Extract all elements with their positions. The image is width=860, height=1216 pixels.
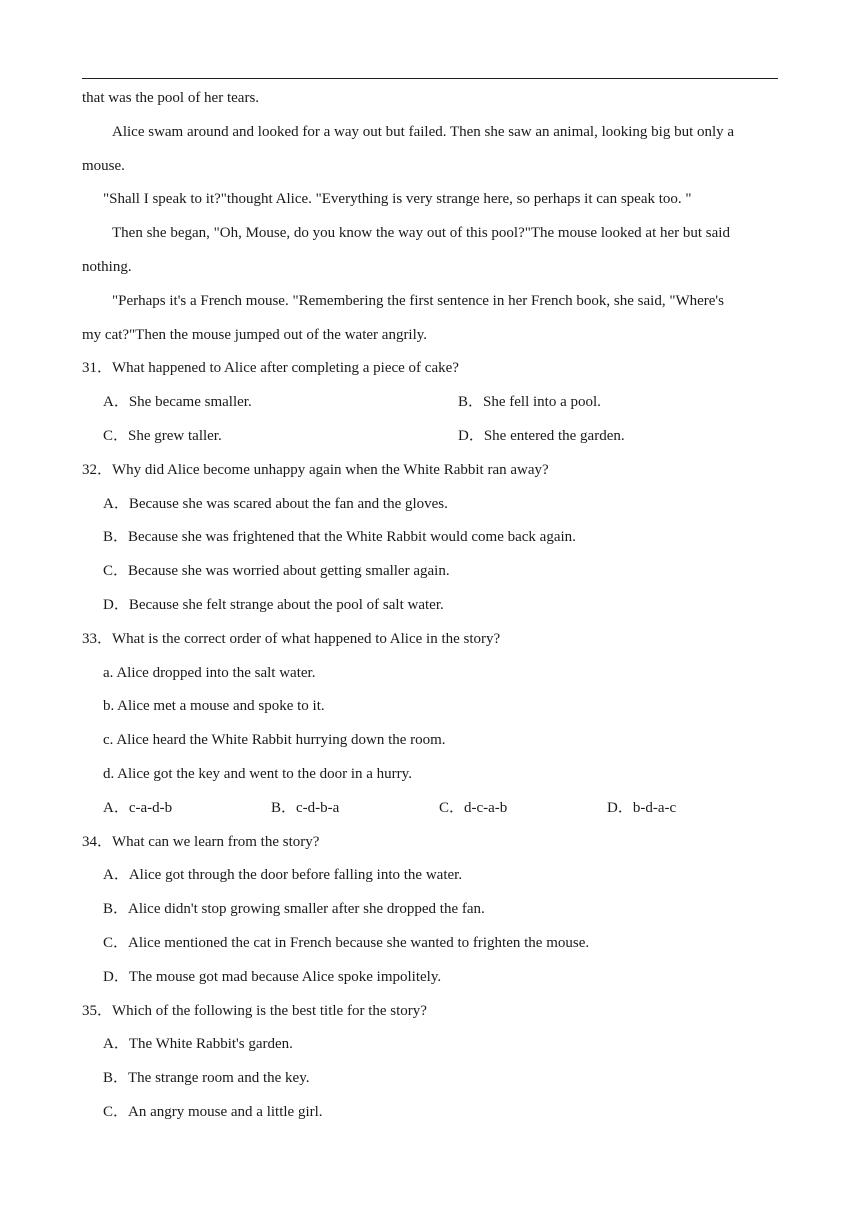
option-d[interactable]: D．The mouse got mad because Alice spoke impolitely. [103,968,442,985]
question-35: 35．Which of the following is the best title for the story? [82,1002,427,1019]
event-d: d. Alice got the key and went to the door in a hurry. [103,765,412,782]
event-a: a. Alice dropped into the salt water. [103,664,316,681]
option-b[interactable]: B．c-d-b-a [271,799,340,816]
option-d[interactable]: D．Because she felt strange about the pool of salt water. [103,596,444,613]
event-c: c. Alice heard the White Rabbit hurrying down the room. [103,732,446,749]
option-c[interactable]: C．Because she was worried about getting smaller again. [103,563,450,580]
options-row [82,792,778,826]
document-body [82,82,778,1130]
question-31: 31．What happened to Alice after completing a piece of cake? [82,360,459,377]
option-c[interactable]: C．d-c-a-b [439,799,508,816]
option-b[interactable]: B．Because she was frightened that the White Rabbit would come back again. [103,529,576,546]
question-33: 33．What is the correct order of what happened to Alice in the story? [82,630,501,647]
option-d[interactable]: D．b-d-a-c [607,799,677,816]
option-c[interactable]: C．An angry mouse and a little girl. [103,1103,323,1120]
passage-paragraph: "Shall I speak to it?"thought Alice. "Everything is very strange here, so perhaps it can speak too. " [103,191,692,208]
passage-paragraph: Then she began, "Oh, Mouse, do you know the way out of this pool?"The mouse looked at her but said [112,225,730,242]
header-rule [82,78,778,79]
option-c[interactable]: C．She grew taller. [103,427,222,444]
passage-paragraph: Alice swam around and looked for a way out but failed. Then she saw an animal, looking big but only a [112,123,735,140]
passage-line: that was the pool of her tears. [82,90,260,106]
option-b[interactable]: B．She fell into a pool. [458,394,601,411]
option-b[interactable]: B．The strange room and the key. [103,1070,310,1087]
passage-line: mouse. [82,157,125,174]
option-a[interactable]: A．She became smaller. [103,394,252,411]
options-row [82,420,778,454]
option-a[interactable]: A．Because she was scared about the fan and the gloves. [103,495,448,512]
option-c[interactable]: C．Alice mentioned the cat in French because she wanted to frighten the mouse. [103,934,590,951]
question-32: 32．Why did Alice become unhappy again when the White Rabbit ran away? [82,461,549,478]
event-b: b. Alice met a mouse and spoke to it. [103,698,325,715]
passage-line: my cat?"Then the mouse jumped out of the water angrily. [82,326,428,343]
passage-line: nothing. [82,258,132,275]
question-34: 34．What can we learn from the story? [82,833,320,850]
option-a[interactable]: A．The White Rabbit's garden. [103,1036,293,1053]
option-d[interactable]: D．She entered the garden. [458,427,625,444]
passage-paragraph: "Perhaps it's a French mouse. "Remembering the first sentence in her French book, she said, "Where's [112,292,724,309]
options-row [82,386,778,420]
option-b[interactable]: B．Alice didn't stop growing smaller after she dropped the fan. [103,901,485,918]
option-a[interactable]: A．c-a-d-b [103,799,173,816]
option-a[interactable]: A．Alice got through the door before falling into the water. [103,867,463,884]
